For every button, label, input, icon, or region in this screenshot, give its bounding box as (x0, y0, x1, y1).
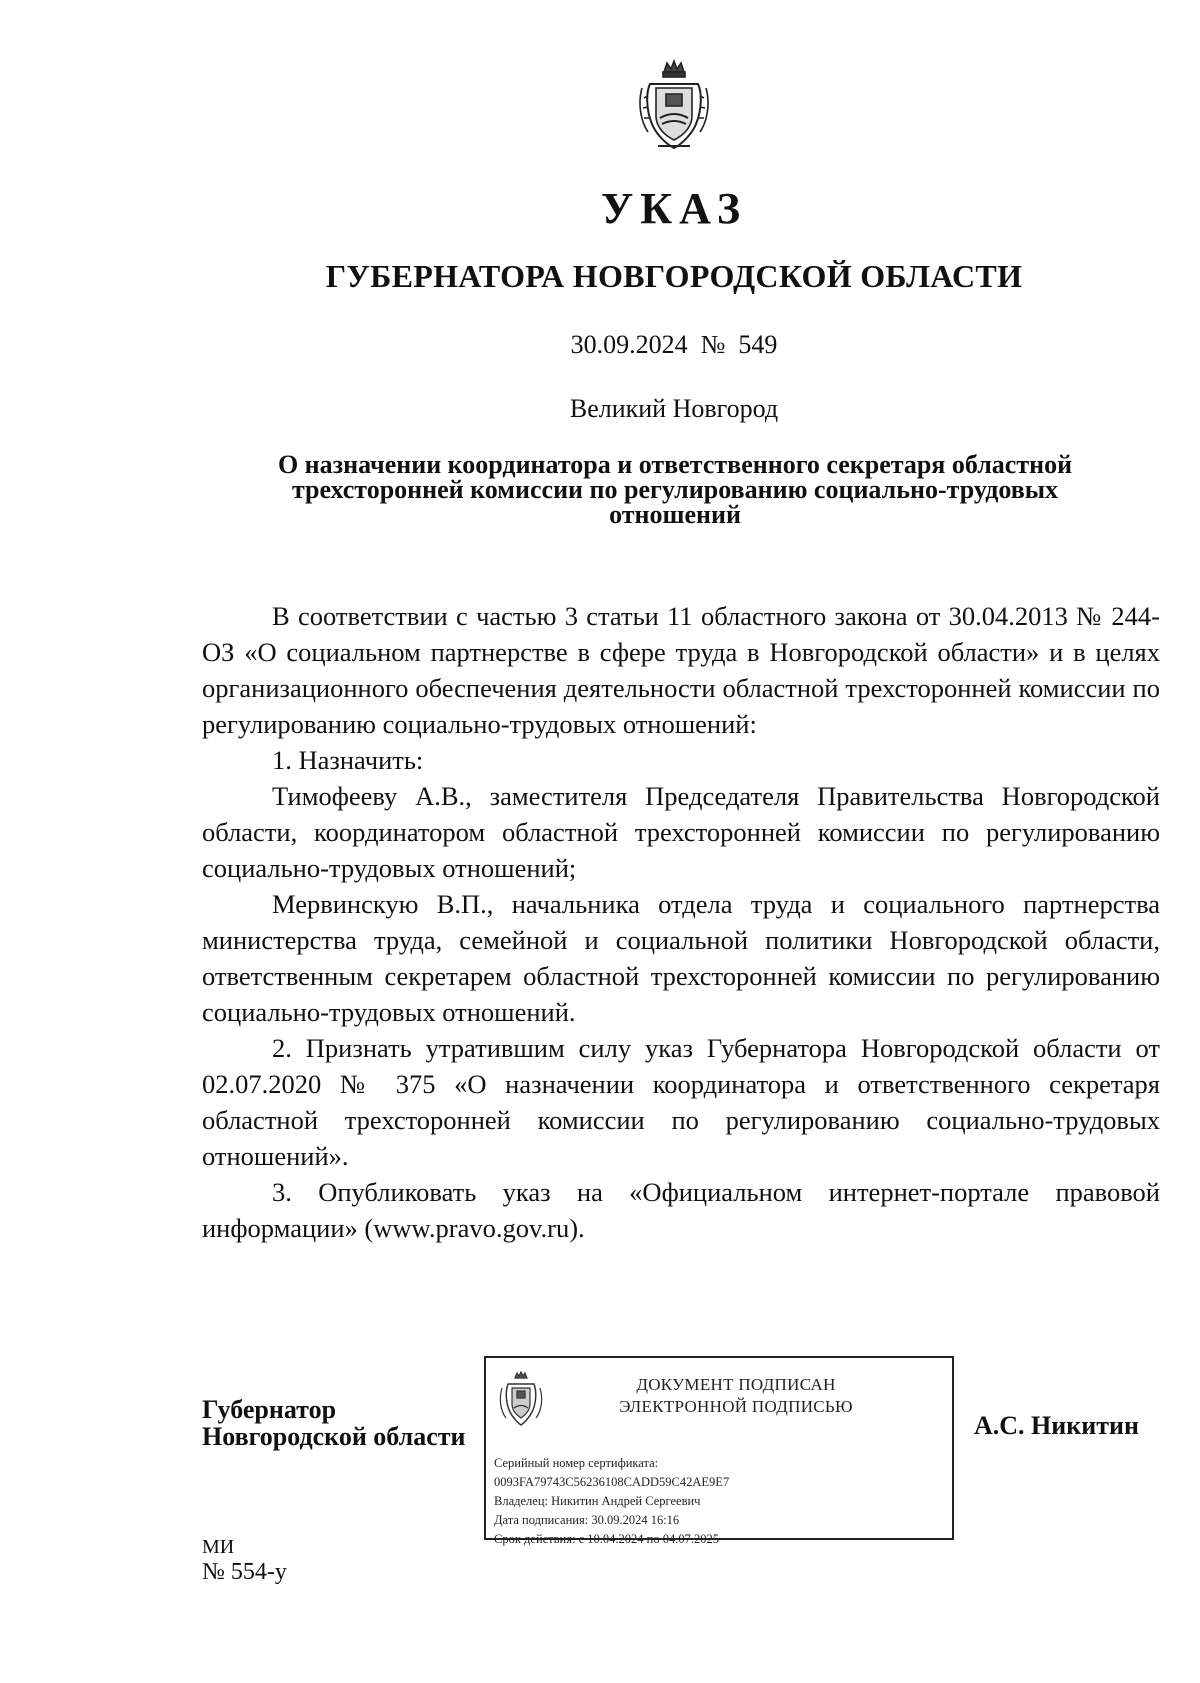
signer-position-line: Новгородской области (202, 1422, 466, 1451)
certificate-label: Серийный номер сертификата: (494, 1456, 659, 1470)
city: Великий Новгород (569, 394, 779, 423)
heading-line: отношений (609, 500, 741, 529)
heading-line: О назначении координатора и ответственного секретаря областной (277, 450, 1073, 479)
body-paragraph: 3. Опубликовать указ на «Официальном интернет-портале правовой информации» (www.pravo.gov.ru). (202, 1177, 1160, 1243)
heading-line: трехсторонней комиссии по регулированию социально-трудовых (291, 475, 1059, 504)
stamp-heading-line: ЭЛЕКТРОННОЙ ПОДПИСЬЮ (619, 1397, 853, 1416)
body-paragraph: Мервинскую В.П., начальника отдела труда и социального партнерства министерства труда, семейной и социальной политики Новгородской области, ответственным секретарем областной трехсторонней комиссии по регулированию социально-трудовых отношений. (202, 889, 1160, 1027)
coat-of-arms-icon (498, 1370, 544, 1430)
signer-position-line: Губернатор (202, 1395, 337, 1424)
executor-initials: МИ (202, 1536, 235, 1558)
signer-name: А.С. Никитин (974, 1411, 1139, 1440)
electronic-signature-stamp (484, 1356, 954, 1546)
certificate-validity: Срок действия: с 10.04.2024 по 04.07.2025 (494, 1532, 719, 1546)
internal-number: № 554-у (202, 1559, 287, 1585)
document-title: УКАЗ (600, 184, 748, 233)
coat-of-arms-icon (636, 58, 712, 154)
date-and-number: 30.09.2024 № 549 (570, 330, 778, 359)
signing-date: Дата подписания: 30.09.2024 16:16 (494, 1513, 680, 1527)
issuer-title: ГУБЕРНАТОРА НОВГОРОДСКОЙ ОБЛАСТИ (325, 258, 1023, 294)
decree-heading (180, 452, 1170, 527)
stamp-heading-line: ДОКУМЕНТ ПОДПИСАН (636, 1375, 836, 1394)
certificate-number: 0093FA79743C56236108CADD59C42AE9E7 (494, 1475, 730, 1489)
body-paragraph: 1. Назначить: (272, 745, 424, 775)
body-paragraph: Тимофееву А.В., заместителя Председателя Правительства Новгородской области, координатором областной трехсторонней комиссии по регулированию социально-трудовых отношений; (202, 781, 1160, 883)
executor-mark (202, 1535, 287, 1585)
decree-body (202, 598, 1160, 1246)
stamp-details (494, 1454, 729, 1549)
body-paragraph: 2. Признать утратившим силу указ Губернатора Новгородской области от 02.07.2020 № 375 «О назначении координатора и ответственного секретаря областной трехсторонней комиссии по регулированию социально-трудовых отношений». (202, 1033, 1160, 1171)
certificate-owner: Владелец: Никитин Андрей Сергеевич (494, 1494, 701, 1508)
body-paragraph: В соответствии с частью 3 статьи 11 областного закона от 30.04.2013 № 244-ОЗ «О социальном партнерстве в сфере труда в Новгородской области» и в целях организационного обеспечения деятельности областной трехсторонней комиссии по регулированию социально-трудовых отношений: (202, 601, 1160, 739)
signer-position (202, 1396, 466, 1450)
stamp-heading (566, 1374, 906, 1418)
